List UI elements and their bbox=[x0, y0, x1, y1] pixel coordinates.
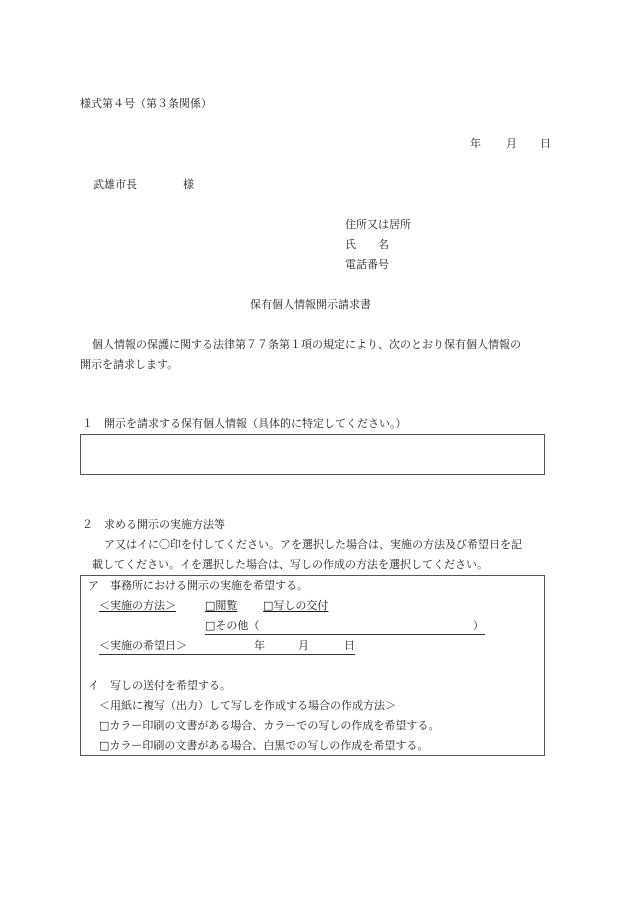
method-label: ＜実施の方法＞ bbox=[99, 599, 176, 612]
desired-date-month[interactable]: 月 bbox=[298, 639, 309, 652]
monochrome-copy-checkbox[interactable]: □カラー印刷の文書がある場合、白黒での写しの作成を希望する。 bbox=[99, 739, 429, 752]
section-2-instruction-1: ア又はイに〇印を付してください。アを選択した場合は、実施の方法及び希望日を記 bbox=[104, 538, 522, 551]
form-number: 様式第４号（第３条関係） bbox=[80, 97, 212, 110]
document-title: 保有個人情報開示請求書 bbox=[250, 298, 371, 311]
color-copy-checkbox[interactable]: □カラー印刷の文書がある場合、カラーでの写しの作成を希望する。 bbox=[99, 719, 440, 732]
intro-line-1: 個人情報の保護に関する法律第７７条第１項の規定により、次のとおり保有個人情報の bbox=[92, 338, 521, 351]
other-option-underline bbox=[205, 634, 485, 635]
desired-date-label: ＜実施の希望日＞ bbox=[99, 639, 187, 652]
intro-line-2: 開示を請求します。 bbox=[80, 358, 179, 371]
section-2-heading: ２ 求める開示の実施方法等 bbox=[82, 518, 225, 531]
desired-date-day[interactable]: 日 bbox=[344, 639, 355, 652]
address-label: 住所又は居所 bbox=[345, 218, 411, 231]
view-option-checkbox[interactable]: □閲覧 bbox=[205, 599, 238, 612]
other-option-checkbox[interactable]: □その他（ bbox=[205, 619, 260, 632]
option-a-title[interactable]: ア 事務所における開示の実施を希望する。 bbox=[88, 579, 308, 592]
date-year-label: 年 bbox=[470, 137, 481, 150]
phone-label: 電話番号 bbox=[345, 258, 389, 271]
desired-date-year[interactable]: 年 bbox=[254, 639, 265, 652]
addressee: 武雄市長 bbox=[93, 178, 137, 191]
other-option-close: ） bbox=[473, 619, 484, 632]
copy-method-heading: ＜用紙に複写（出力）して写しを作成する場合の作成方法＞ bbox=[99, 699, 396, 712]
copy-option-checkbox[interactable]: □写しの交付 bbox=[263, 599, 329, 612]
date-month-label: 月 bbox=[506, 137, 517, 150]
section-2-instruction-2: 載してください。イを選択した場合は、写しの作成の方法を選択してください。 bbox=[92, 558, 488, 571]
date-day-label: 日 bbox=[540, 137, 551, 150]
disclosure-method-box bbox=[80, 575, 545, 756]
honorific: 様 bbox=[183, 178, 194, 191]
section-1-heading: １ 開示を請求する保有個人情報（具体的に特定してください。） bbox=[82, 417, 407, 430]
name-label: 氏 名 bbox=[345, 238, 389, 251]
option-b-title[interactable]: イ 写しの送付を希望する。 bbox=[88, 679, 231, 692]
requested-info-field[interactable] bbox=[80, 434, 545, 475]
desired-date-underline bbox=[99, 654, 355, 655]
other-option-input[interactable] bbox=[261, 619, 467, 633]
